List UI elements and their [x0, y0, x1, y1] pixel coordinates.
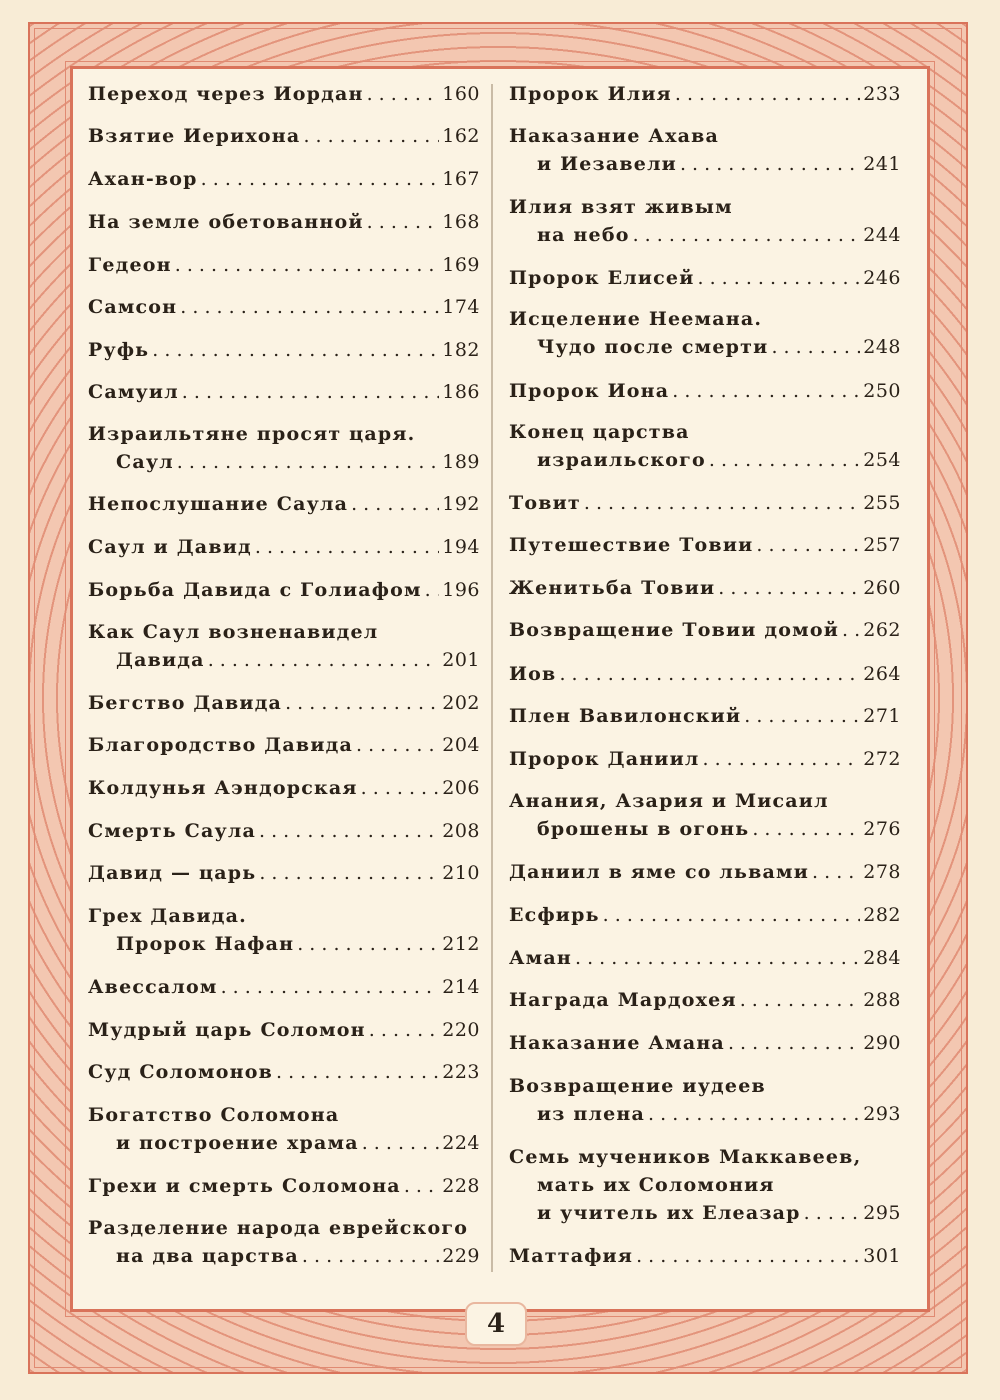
- toc-entry[interactable]: [509, 660, 901, 688]
- toc-entry-title: Пророк Даниил: [509, 748, 700, 770]
- leader-dots: [559, 660, 860, 688]
- toc-entry-line: [509, 1171, 901, 1199]
- toc-page-number: 224: [442, 1132, 480, 1154]
- toc-page-number: 186: [442, 381, 480, 403]
- toc-entry[interactable]: [88, 1058, 480, 1086]
- toc-entry-title: Аман: [509, 947, 572, 969]
- toc-entry-title: Самуил: [88, 381, 179, 403]
- toc-entry-title: Награда Мардохея: [509, 989, 737, 1011]
- toc-entry-title: Борьба Давида с Голиафом: [88, 579, 422, 601]
- toc-page-number: 246: [863, 267, 901, 289]
- toc-entry-title: Богатство Соломона: [88, 1104, 340, 1126]
- toc-entry-title: Суд Соломонов: [88, 1061, 273, 1083]
- toc-page-number: 206: [442, 777, 480, 799]
- toc-page-number: 257: [863, 534, 901, 556]
- toc-page-number: 182: [442, 339, 480, 361]
- toc-entry-line: [509, 264, 901, 292]
- toc-entry-title: Израильтяне просят царя.: [88, 423, 416, 445]
- toc-entry-line: [509, 858, 901, 886]
- leader-dots: [804, 1199, 861, 1227]
- toc-entry-line: [88, 122, 480, 150]
- toc-entry[interactable]: [509, 489, 901, 517]
- toc-entry-title: Грех Давида.: [88, 905, 247, 927]
- leader-dots: [255, 533, 439, 561]
- leader-dots: [744, 702, 860, 730]
- toc-entry-title: Давида: [116, 649, 205, 671]
- toc-page-number: 169: [442, 254, 480, 276]
- toc-entry-line: [509, 787, 901, 815]
- leader-dots: [636, 1242, 860, 1270]
- toc-entry[interactable]: [88, 973, 480, 1001]
- toc-entry[interactable]: [88, 817, 480, 845]
- toc-entry-title: Пророк Илия: [509, 83, 672, 105]
- toc-entry-line: [509, 1143, 901, 1171]
- leader-dots: [362, 1129, 440, 1157]
- toc-entry-title: Возвращение иудеев: [509, 1075, 766, 1097]
- toc-page-number: 201: [442, 649, 480, 671]
- toc-page-number: 290: [863, 1032, 901, 1054]
- toc-entry-line: [88, 973, 480, 1001]
- toc-entry-title: Ахан-вор: [88, 168, 198, 190]
- toc-entry-title: Плен Вавилонский: [509, 705, 742, 727]
- toc-page-number: 160: [442, 83, 480, 105]
- leader-dots: [297, 930, 439, 958]
- leader-dots: [675, 80, 860, 108]
- toc-entry-title: Благородство Давида: [88, 734, 353, 756]
- leader-dots: [369, 1016, 439, 1044]
- toc-entry-line: [88, 420, 480, 448]
- toc-entry-line: [509, 901, 901, 929]
- toc-entry-line: [88, 378, 480, 406]
- toc-page-number: 208: [442, 820, 480, 842]
- toc-entry-title: Пророк Нафан: [116, 933, 295, 955]
- toc-entry-line: [88, 1016, 480, 1044]
- leader-dots: [404, 1172, 439, 1200]
- leader-dots: [361, 774, 440, 802]
- toc-entry-line: [509, 1072, 901, 1100]
- toc-entry-line: [88, 618, 480, 646]
- column-divider: [491, 84, 493, 1272]
- leader-dots: [201, 165, 440, 193]
- leader-dots: [177, 448, 439, 476]
- toc-entry-title: Авессалом: [88, 976, 218, 998]
- toc-entry[interactable]: [88, 859, 480, 887]
- toc-entry[interactable]: [509, 531, 901, 559]
- toc-entry-line: [509, 80, 901, 108]
- toc-entry-line: [88, 1214, 480, 1242]
- toc-entry-title: Даниил в яме со львами: [509, 861, 810, 883]
- toc-page-number: 272: [863, 748, 901, 770]
- toc-entry-line: [88, 731, 480, 759]
- toc-page-number: 282: [863, 904, 901, 926]
- toc-entry-line: [88, 689, 480, 717]
- toc-entry[interactable]: [88, 122, 480, 150]
- leader-dots: [285, 689, 439, 717]
- toc-entry-line: [88, 1129, 480, 1157]
- toc-entry-line: [509, 986, 901, 1014]
- toc-entry-line: [509, 1029, 901, 1057]
- toc-page-number: 212: [442, 933, 480, 955]
- leader-dots: [680, 150, 860, 178]
- toc-page-number: 293: [863, 1103, 901, 1125]
- leader-dots: [302, 1242, 439, 1270]
- toc-entry[interactable]: [88, 1101, 480, 1157]
- toc-entry-line: [88, 208, 480, 236]
- toc-entry-line: [88, 817, 480, 845]
- toc-page-number: 278: [863, 861, 901, 883]
- toc-entry-title: и учитель их Елеазар: [537, 1202, 801, 1224]
- toc-entry-title: Женитьба Товии: [509, 577, 716, 599]
- toc-entry[interactable]: [509, 944, 901, 972]
- leader-dots: [425, 576, 440, 604]
- toc-entry-line: [509, 815, 901, 843]
- toc-entry-line: [88, 80, 480, 108]
- toc-entry-title: Давид — царь: [88, 862, 257, 884]
- toc-entry[interactable]: [509, 702, 901, 730]
- toc-entry-title: Саул и Давид: [88, 536, 252, 558]
- toc-entry[interactable]: [88, 378, 480, 406]
- toc-entry[interactable]: [509, 1143, 901, 1227]
- toc-page-number: 233: [863, 83, 901, 105]
- toc-entry-title: Семь мучеников Маккавеев,: [509, 1146, 862, 1168]
- leader-dots: [152, 336, 439, 364]
- toc-entry-title: Грехи и смерть Соломона: [88, 1175, 401, 1197]
- toc-entry[interactable]: [88, 1016, 480, 1044]
- toc-entry-title: Наказание Амана: [509, 1032, 725, 1054]
- toc-entry-line: [88, 1058, 480, 1086]
- toc-page-number: 254: [863, 449, 901, 471]
- toc-entry-line: [509, 1242, 901, 1270]
- toc-page-number: 262: [863, 619, 901, 641]
- toc-entry-line: [88, 448, 480, 476]
- leader-dots: [303, 122, 439, 150]
- toc-entry-title: Гедеон: [88, 254, 172, 276]
- toc-entry-line: [88, 902, 480, 930]
- toc-entry-title: на небо: [537, 224, 630, 246]
- toc-entry[interactable]: [509, 787, 901, 843]
- toc-entry-line: [509, 660, 901, 688]
- leader-dots: [575, 944, 860, 972]
- toc-entry-line: [88, 1101, 480, 1129]
- toc-entry-line: [509, 574, 901, 602]
- toc-entry-line: [88, 1172, 480, 1200]
- page-number: 4: [465, 1302, 527, 1346]
- toc-page-number: 202: [442, 692, 480, 714]
- toc-entry[interactable]: [509, 1242, 901, 1270]
- toc-entry-title: на два царства: [116, 1245, 299, 1267]
- toc-page-number: 284: [863, 947, 901, 969]
- toc-entry-title: Переход через Иордан: [88, 83, 364, 105]
- leader-dots: [182, 378, 439, 406]
- toc-page-number: 241: [863, 153, 901, 175]
- toc-entry-title: брошены в огонь: [537, 818, 750, 840]
- toc-entry-title: и построение храма: [116, 1132, 359, 1154]
- toc-entry[interactable]: [509, 986, 901, 1014]
- toc-entry[interactable]: [88, 208, 480, 236]
- toc-entry-line: [509, 333, 901, 361]
- toc-entry[interactable]: [88, 618, 480, 674]
- toc-page-number: 295: [863, 1202, 901, 1224]
- toc-page-number: 271: [863, 705, 901, 727]
- toc-page-number: 196: [442, 579, 480, 601]
- toc-page-number: 162: [442, 125, 480, 147]
- toc-entry[interactable]: [509, 377, 901, 405]
- toc-entry-title: Исцеление Неемана.: [509, 308, 763, 330]
- leader-dots: [842, 616, 860, 644]
- toc-page-number: 255: [863, 492, 901, 514]
- leader-dots: [709, 446, 860, 474]
- leader-dots: [259, 859, 439, 887]
- toc-entry[interactable]: [88, 80, 480, 108]
- toc-entry-line: [509, 489, 901, 517]
- toc-entry[interactable]: [88, 689, 480, 717]
- toc-entry[interactable]: [509, 1029, 901, 1057]
- leader-dots: [584, 489, 860, 517]
- toc-entry[interactable]: [88, 533, 480, 561]
- toc-entry[interactable]: [509, 80, 901, 108]
- toc-page-number: 168: [442, 211, 480, 233]
- toc-entry-line: [509, 1100, 901, 1128]
- toc-entry-line: [88, 930, 480, 958]
- toc-page-number: 301: [863, 1245, 901, 1267]
- leader-dots: [259, 817, 439, 845]
- toc-entry-line: [88, 293, 480, 321]
- leader-dots: [351, 490, 439, 518]
- toc-entry-title: Есфирь: [509, 904, 600, 926]
- toc-entry[interactable]: [509, 745, 901, 773]
- toc-entry-title: Наказание Ахава: [509, 125, 720, 147]
- leader-dots: [703, 745, 861, 773]
- toc-entry[interactable]: [88, 490, 480, 518]
- toc-entry-line: [88, 774, 480, 802]
- toc-entry-title: израильского: [537, 449, 706, 471]
- toc-entry-title: Разделение народа еврейского: [88, 1217, 469, 1239]
- leader-dots: [208, 646, 440, 674]
- leader-dots: [633, 221, 861, 249]
- toc-entry-line: [509, 745, 901, 773]
- toc-entry-line: [509, 418, 901, 446]
- toc-entry[interactable]: [509, 305, 901, 361]
- toc-page-number: 244: [863, 224, 901, 246]
- toc-entry[interactable]: [88, 165, 480, 193]
- toc-entry-title: Чудо после смерти: [537, 336, 769, 358]
- toc-entry-title: из плена: [537, 1103, 646, 1125]
- toc-page-number: 220: [442, 1019, 480, 1041]
- toc-entry-title: Непослушание Саула: [88, 493, 349, 515]
- toc-page-number: 228: [442, 1175, 480, 1197]
- toc-entry-line: [88, 165, 480, 193]
- toc-entry-line: [88, 251, 480, 279]
- toc-page-number: 194: [442, 536, 480, 558]
- toc-entry[interactable]: [509, 574, 901, 602]
- toc-entry-title: Взятие Иерихона: [88, 125, 301, 147]
- toc-entry-title: Илия взят живым: [509, 196, 733, 218]
- leader-dots: [752, 815, 860, 843]
- leader-dots: [698, 264, 861, 292]
- toc-entry-line: [509, 616, 901, 644]
- toc-entry-line: [509, 944, 901, 972]
- toc-entry[interactable]: [88, 1172, 480, 1200]
- toc-entry-title: Маттафия: [509, 1245, 634, 1267]
- toc-entry[interactable]: [88, 576, 480, 604]
- toc-page-number: 189: [442, 451, 480, 473]
- toc-entry-line: [509, 150, 901, 178]
- toc-entry-title: Пророк Елисей: [509, 267, 695, 289]
- toc-page-number: 223: [442, 1061, 480, 1083]
- toc-entry-title: Конец царства: [509, 421, 690, 443]
- toc-entry-title: На земле обетованной: [88, 211, 364, 233]
- toc-page-number: 210: [442, 862, 480, 884]
- leader-dots: [648, 1100, 860, 1128]
- toc-entry-line: [88, 490, 480, 518]
- toc-entry-line: [88, 646, 480, 674]
- toc-entry[interactable]: [509, 616, 901, 644]
- toc-entry[interactable]: [88, 420, 480, 476]
- toc-page-number: 250: [863, 380, 901, 402]
- toc-entry[interactable]: [88, 1214, 480, 1270]
- toc-entry[interactable]: [88, 774, 480, 802]
- toc-entry[interactable]: [509, 858, 901, 886]
- toc-entry[interactable]: [88, 902, 480, 958]
- toc-entry-title: Как Саул возненавидел: [88, 621, 379, 643]
- toc-page-number: 214: [442, 976, 480, 998]
- toc-entry-line: [88, 1242, 480, 1270]
- toc-entry-line: [509, 305, 901, 333]
- toc-entry-title: Товит: [509, 492, 581, 514]
- toc-entry-line: [509, 702, 901, 730]
- toc-entry-title: Возвращение Товии домой: [509, 619, 840, 641]
- toc-entry-title: Иов: [509, 663, 557, 685]
- toc-entry-line: [509, 377, 901, 405]
- leader-dots: [771, 333, 860, 361]
- toc-entry-title: и Иезавели: [537, 153, 677, 175]
- toc-page-number: 264: [863, 663, 901, 685]
- toc-entry[interactable]: [509, 264, 901, 292]
- toc-entry[interactable]: [509, 193, 901, 249]
- toc-page-number: 174: [442, 296, 480, 318]
- leader-dots: [718, 574, 860, 602]
- leader-dots: [603, 901, 861, 929]
- leader-dots: [740, 986, 861, 1014]
- toc-entry-line: [509, 193, 901, 221]
- toc-entry[interactable]: [88, 731, 480, 759]
- toc-entry[interactable]: [509, 418, 901, 474]
- leader-dots: [356, 731, 439, 759]
- leader-dots: [180, 293, 439, 321]
- toc-entry-title: Самсон: [88, 296, 178, 318]
- toc-page-number: 192: [442, 493, 480, 515]
- toc-page-number: 204: [442, 734, 480, 756]
- toc-entry-title: Колдунья Аэндорская: [88, 777, 358, 799]
- toc-entry-title: Анания, Азария и Мисаил: [509, 790, 829, 812]
- leader-dots: [756, 531, 860, 559]
- toc-page-number: 276: [863, 818, 901, 840]
- toc-entry-line: [509, 122, 901, 150]
- toc-page-number: 260: [863, 577, 901, 599]
- toc-entry[interactable]: [509, 122, 901, 178]
- toc-entry[interactable]: [509, 1072, 901, 1128]
- toc-entry-title: Руфь: [88, 339, 150, 361]
- toc-page-number: 288: [863, 989, 901, 1011]
- toc-entry-line: [509, 1199, 901, 1227]
- toc-entry-title: Мудрый царь Соломон: [88, 1019, 366, 1041]
- toc-entry-title: Путешествие Товии: [509, 534, 754, 556]
- toc-entry-line: [509, 446, 901, 474]
- toc-entry-line: [88, 533, 480, 561]
- toc-entry-line: [88, 859, 480, 887]
- leader-dots: [367, 80, 440, 108]
- toc-entry-line: [509, 221, 901, 249]
- toc-entry-title: мать их Соломония: [537, 1174, 775, 1196]
- leader-dots: [672, 377, 860, 405]
- toc-page-number: 248: [863, 336, 901, 358]
- toc-entry-line: [509, 531, 901, 559]
- toc-entry-title: Пророк Иона: [509, 380, 670, 402]
- toc-page-number: 229: [442, 1245, 480, 1267]
- toc-entry[interactable]: [88, 251, 480, 279]
- toc-entry[interactable]: [88, 293, 480, 321]
- leader-dots: [276, 1058, 439, 1086]
- toc-entry-line: [88, 336, 480, 364]
- toc-entry-title: Смерть Саула: [88, 820, 256, 842]
- leader-dots: [728, 1029, 860, 1057]
- toc-entry-title: Бегство Давида: [88, 692, 283, 714]
- toc-entry-title: Саул: [116, 451, 174, 473]
- leader-dots: [221, 973, 440, 1001]
- leader-dots: [175, 251, 439, 279]
- leader-dots: [812, 858, 860, 886]
- leader-dots: [367, 208, 440, 236]
- toc-entry[interactable]: [509, 901, 901, 929]
- toc-entry-line: [88, 576, 480, 604]
- toc-entry[interactable]: [88, 336, 480, 364]
- toc-page-number: 167: [442, 168, 480, 190]
